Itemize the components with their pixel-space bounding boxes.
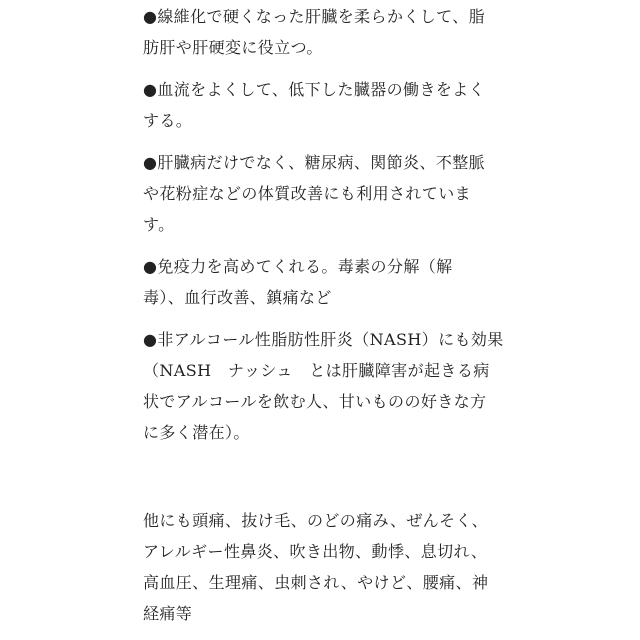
paragraph-other-uses <box>143 505 488 629</box>
text-line: ●線維化で硬くなった肝臓を柔らかくして、脂 <box>143 7 486 26</box>
text-line: に多く潜在）。 <box>143 423 250 442</box>
text-line: ●肝臓病だけでなく、糖尿病、関節炎、不整脈 <box>143 153 486 172</box>
text-line: 肪肝や肝硬変に役立つ。 <box>143 38 323 57</box>
text-line: す。 <box>143 215 175 234</box>
paragraph-liver-softening <box>143 1 485 63</box>
text-line: 他にも頭痛、抜け毛、のどの痛み、ぜんそく、 <box>143 511 489 530</box>
text-line: 高血圧、生理痛、虫刺され、やけど、腰痛、神 <box>143 573 489 592</box>
text-line: （NASH ナッシュ とは肝臓障害が起きる病 <box>143 361 490 380</box>
text-line: ●血流をよくして、低下した臓器の働きをよく <box>143 80 486 99</box>
paragraph-blood-flow <box>143 74 485 136</box>
text-line: アレルギー性鼻炎、吹き出物、動悸、息切れ、 <box>143 542 488 561</box>
text-line: ●非アルコール性脂肪性肝炎（NASH）にも効果 <box>143 330 504 349</box>
text-line: 経痛等 <box>143 604 193 623</box>
text-line: や花粉症などの体質改善にも利用されていま <box>143 184 472 203</box>
text-line: 毒）、血行改善、鎮痛など <box>143 288 332 307</box>
paragraph-nash <box>143 324 504 448</box>
text-line: する。 <box>143 111 193 130</box>
paragraph-constitution <box>143 147 485 240</box>
text-line: ●免疫力を高めてくれる。毒素の分解（解 <box>143 257 453 276</box>
text-line: 状でアルコールを飲む人、甘いものの好きな方 <box>143 392 487 411</box>
paragraph-immunity <box>143 251 453 313</box>
